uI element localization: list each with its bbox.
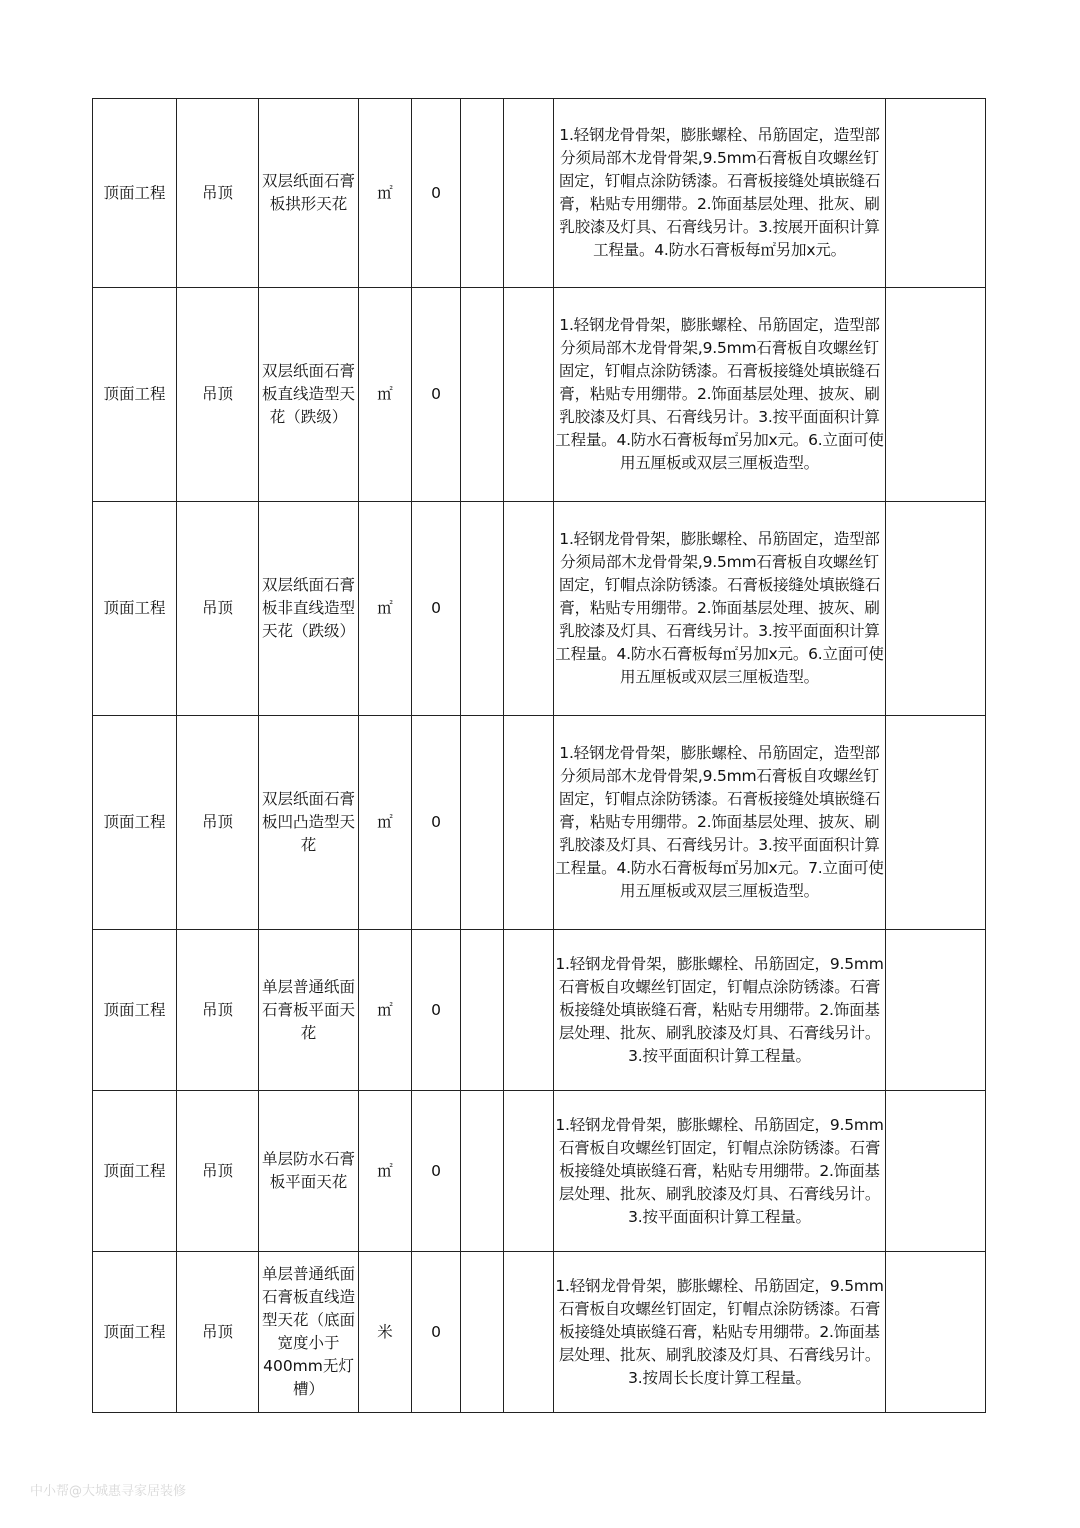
- description-cell: 1.轻钢龙骨骨架，膨胀螺栓、吊筋固定，造型部分须局部木龙骨骨架,9.5mm石膏板自攻螺丝钉固定，钉帽点涂防锈漆。石膏板接缝处填嵌缝石膏，粘贴专用绷带。2.饰面基层处理、披灰、刷乳胶漆及灯具、石膏线另计。3.按平面面积计算工程量。4.防水石膏板每㎡另加x元。6.立面可使用五厘板或双层三厘板造型。: [554, 502, 886, 716]
- subcategory-cell: 吊顶: [177, 930, 259, 1091]
- total-cell: [504, 716, 554, 930]
- description-cell: 1.轻钢龙骨骨架，膨胀螺栓、吊筋固定，造型部分须局部木龙骨骨架,9.5mm石膏板自攻螺丝钉固定，钉帽点涂防锈漆。石膏板接缝处填嵌缝石膏，粘贴专用绷带。2.饰面基层处理、披灰、刷乳胶漆及灯具、石膏线另计。3.按平面面积计算工程量。4.防水石膏板每㎡另加x元。7.立面可使用五厘板或双层三厘板造型。: [554, 716, 886, 930]
- quantity-cell: 0: [412, 716, 461, 930]
- note-cell: [886, 1091, 986, 1252]
- subcategory-cell: 吊顶: [177, 1091, 259, 1252]
- unit-cell: ㎡: [359, 502, 412, 716]
- unit-price-cell: [461, 716, 504, 930]
- unit-price-cell: [461, 99, 504, 288]
- quantity-cell: 0: [412, 502, 461, 716]
- table-row: [93, 1252, 986, 1413]
- subcategory-cell: 吊顶: [177, 716, 259, 930]
- unit-price-cell: [461, 1252, 504, 1413]
- description-cell: 1.轻钢龙骨骨架，膨胀螺栓、吊筋固定，造型部分须局部木龙骨骨架,9.5mm石膏板自攻螺丝钉固定，钉帽点涂防锈漆。石膏板接缝处填嵌缝石膏，粘贴专用绷带。2.饰面基层处理、披灰、刷乳胶漆及灯具、石膏线另计。3.按平面面积计算工程量。4.防水石膏板每㎡另加x元。6.立面可使用五厘板或双层三厘板造型。: [554, 288, 886, 502]
- quantity-cell: 0: [412, 99, 461, 288]
- description-cell: 1.轻钢龙骨骨架，膨胀螺栓、吊筋固定，9.5mm石膏板自攻螺丝钉固定，钉帽点涂防锈漆。石膏板接缝处填嵌缝石膏，粘贴专用绷带。2.饰面基层处理、批灰、刷乳胶漆及灯具、石膏线另计。3.按周长长度计算工程量。: [554, 1252, 886, 1413]
- subcategory-cell: 吊顶: [177, 288, 259, 502]
- category-cell: 顶面工程: [93, 930, 177, 1091]
- total-cell: [504, 1252, 554, 1413]
- note-cell: [886, 502, 986, 716]
- quantity-cell: 0: [412, 288, 461, 502]
- subcategory-cell: 吊顶: [177, 502, 259, 716]
- item-name-cell: 单层普通纸面石膏板直线造型天花（底面宽度小于400mm无灯槽）: [259, 1252, 359, 1413]
- category-cell: 顶面工程: [93, 502, 177, 716]
- item-name-cell: 双层纸面石膏板凹凸造型天花: [259, 716, 359, 930]
- total-cell: [504, 99, 554, 288]
- note-cell: [886, 99, 986, 288]
- unit-price-cell: [461, 288, 504, 502]
- note-cell: [886, 1252, 986, 1413]
- item-name-cell: 单层普通纸面石膏板平面天花: [259, 930, 359, 1091]
- unit-price-cell: [461, 502, 504, 716]
- unit-cell: ㎡: [359, 99, 412, 288]
- total-cell: [504, 502, 554, 716]
- category-cell: 顶面工程: [93, 716, 177, 930]
- quote-table: [92, 98, 986, 1413]
- total-cell: [504, 288, 554, 502]
- table-row: [93, 288, 986, 502]
- total-cell: [504, 1091, 554, 1252]
- unit-cell: 米: [359, 1252, 412, 1413]
- item-name-cell: 双层纸面石膏板拱形天花: [259, 99, 359, 288]
- category-cell: 顶面工程: [93, 1091, 177, 1252]
- category-cell: 顶面工程: [93, 288, 177, 502]
- total-cell: [504, 930, 554, 1091]
- note-cell: [886, 716, 986, 930]
- description-cell: 1.轻钢龙骨骨架，膨胀螺栓、吊筋固定，9.5mm石膏板自攻螺丝钉固定，钉帽点涂防锈漆。石膏板接缝处填嵌缝石膏，粘贴专用绷带。2.饰面基层处理、批灰、刷乳胶漆及灯具、石膏线另计。3.按平面面积计算工程量。: [554, 930, 886, 1091]
- description-cell: 1.轻钢龙骨骨架，膨胀螺栓、吊筋固定，9.5mm石膏板自攻螺丝钉固定，钉帽点涂防锈漆。石膏板接缝处填嵌缝石膏，粘贴专用绷带。2.饰面基层处理、批灰、刷乳胶漆及灯具、石膏线另计。3.按平面面积计算工程量。: [554, 1091, 886, 1252]
- quantity-cell: 0: [412, 930, 461, 1091]
- table-row: [93, 930, 986, 1091]
- quantity-cell: 0: [412, 1091, 461, 1252]
- unit-price-cell: [461, 930, 504, 1091]
- item-name-cell: 双层纸面石膏板直线造型天花（跌级）: [259, 288, 359, 502]
- note-cell: [886, 288, 986, 502]
- subcategory-cell: 吊顶: [177, 99, 259, 288]
- category-cell: 顶面工程: [93, 99, 177, 288]
- unit-cell: ㎡: [359, 930, 412, 1091]
- table-row: [93, 716, 986, 930]
- description-cell: 1.轻钢龙骨骨架，膨胀螺栓、吊筋固定，造型部分须局部木龙骨骨架,9.5mm石膏板自攻螺丝钉固定，钉帽点涂防锈漆。石膏板接缝处填嵌缝石膏，粘贴专用绷带。2.饰面基层处理、批灰、刷乳胶漆及灯具、石膏线另计。3.按展开面积计算工程量。4.防水石膏板每㎡另加x元。: [554, 99, 886, 288]
- note-cell: [886, 930, 986, 1091]
- table-row: [93, 99, 986, 288]
- item-name-cell: 单层防水石膏板平面天花: [259, 1091, 359, 1252]
- table-row: [93, 502, 986, 716]
- category-cell: 顶面工程: [93, 1252, 177, 1413]
- watermark: 中小帮@大城惠寻家居装修: [30, 1484, 187, 1499]
- unit-cell: ㎡: [359, 1091, 412, 1252]
- item-name-cell: 双层纸面石膏板非直线造型天花（跌级）: [259, 502, 359, 716]
- unit-cell: ㎡: [359, 288, 412, 502]
- unit-price-cell: [461, 1091, 504, 1252]
- table-row: [93, 1091, 986, 1252]
- quantity-cell: 0: [412, 1252, 461, 1413]
- subcategory-cell: 吊顶: [177, 1252, 259, 1413]
- unit-cell: ㎡: [359, 716, 412, 930]
